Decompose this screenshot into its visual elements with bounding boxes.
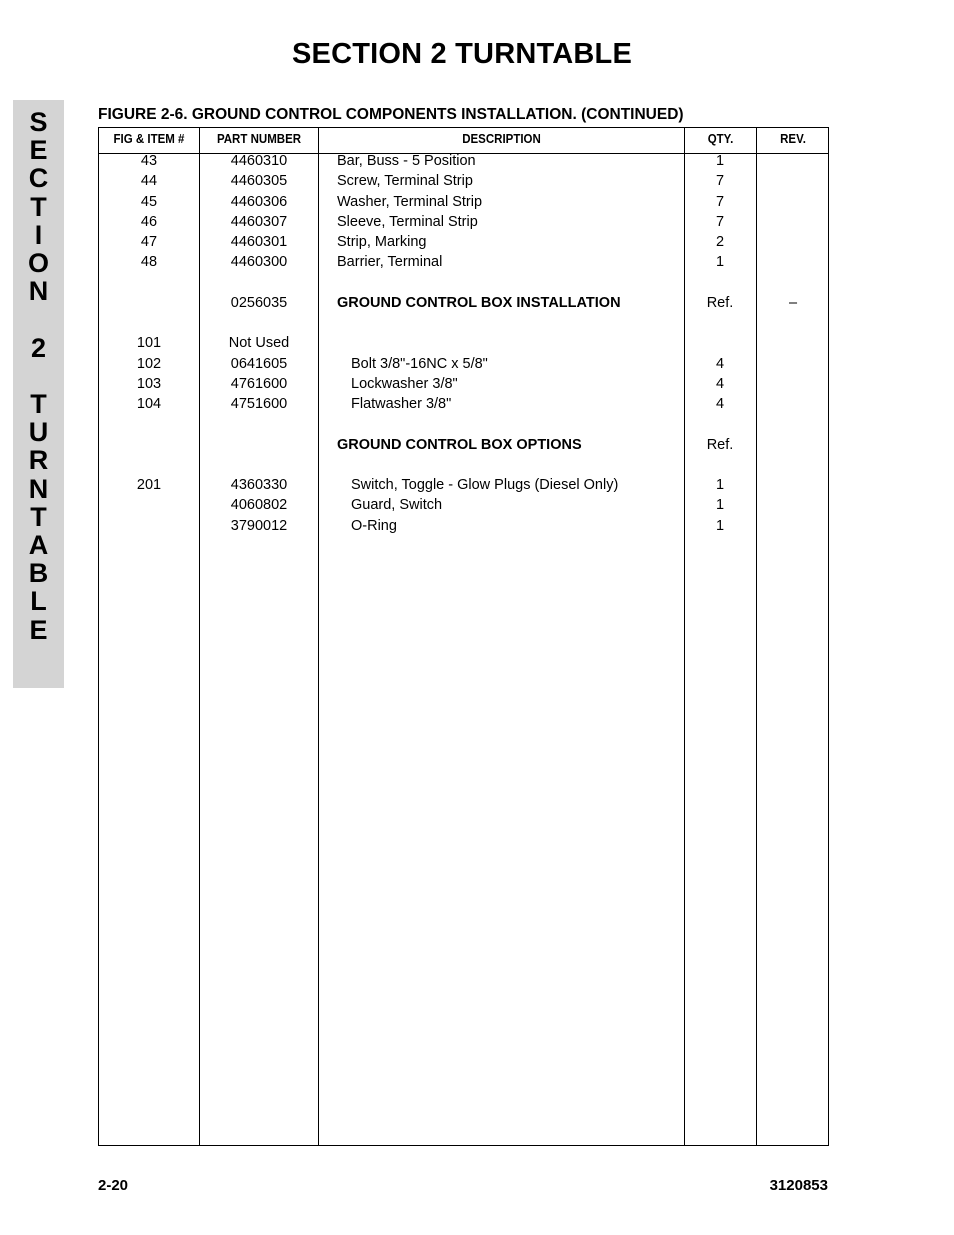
table-row bbox=[99, 313, 830, 333]
cell-fig-item: 46 bbox=[140, 213, 158, 230]
side-tab-letter: T bbox=[30, 501, 47, 532]
side-tab-letter: L bbox=[30, 586, 47, 617]
table-row bbox=[99, 374, 830, 394]
cell-qty: 7 bbox=[715, 213, 725, 230]
cell-description: GROUND CONTROL BOX INSTALLATION bbox=[337, 294, 621, 311]
cell-qty: 1 bbox=[715, 477, 725, 493]
cell-qty: 1 bbox=[715, 254, 725, 271]
cell-part-number: 4460301 bbox=[230, 234, 288, 250]
cell-fig-item: 101 bbox=[136, 335, 162, 352]
cell-description: Guard, Switch bbox=[351, 497, 443, 514]
table-row bbox=[99, 475, 830, 495]
table-row bbox=[99, 354, 830, 374]
table-row bbox=[99, 151, 830, 171]
table-row bbox=[99, 293, 830, 313]
side-tab-letter: T bbox=[30, 191, 47, 222]
cell-fig-item: 48 bbox=[140, 254, 158, 271]
side-tab-letter: E bbox=[29, 135, 48, 166]
cell-part-number: 0256035 bbox=[230, 294, 288, 311]
side-tab-letter: I bbox=[34, 219, 43, 250]
cell-fig-item: 103 bbox=[136, 375, 162, 392]
cell-description: Bolt 3/8"-16NC x 5/8" bbox=[351, 355, 488, 372]
cell-part-number: 4460305 bbox=[230, 173, 288, 190]
cell-description: Sleeve, Terminal Strip bbox=[337, 213, 478, 230]
cell-part-number: 0641605 bbox=[230, 355, 288, 372]
cell-description: Switch, Toggle - Glow Plugs (Diesel Only) bbox=[351, 477, 619, 493]
table-row bbox=[99, 333, 830, 353]
side-tab-letter: U bbox=[28, 417, 49, 448]
cell-fig-item: 43 bbox=[140, 153, 158, 169]
cell-part-number: 4460307 bbox=[230, 213, 288, 230]
cell-part-number: 4460306 bbox=[230, 193, 288, 210]
side-tab-letter: S bbox=[29, 107, 48, 137]
cell-qty: 2 bbox=[715, 234, 725, 250]
cell-qty: 7 bbox=[715, 173, 725, 190]
table-row bbox=[99, 252, 830, 272]
cell-part-number: 4761600 bbox=[230, 375, 288, 392]
cell-part-number: 4751600 bbox=[230, 396, 288, 412]
header-description: DESCRIPTION bbox=[462, 132, 541, 146]
cell-part-number: 4460300 bbox=[230, 254, 288, 271]
section-title: SECTION 2 TURNTABLE bbox=[292, 38, 632, 70]
cell-description: Flatwasher 3/8" bbox=[351, 396, 452, 412]
figure-title: FIGURE 2-6. GROUND CONTROL COMPONENTS INSTALLATION. (CONTINUED) bbox=[98, 106, 684, 123]
cell-qty: 4 bbox=[715, 375, 725, 392]
table-row bbox=[99, 212, 830, 232]
cell-qty: Ref. bbox=[706, 436, 734, 453]
cell-part-number: Not Used bbox=[228, 335, 290, 352]
side-tab-letter: B bbox=[28, 558, 49, 589]
cell-description: Strip, Marking bbox=[337, 234, 427, 250]
cell-qty: 4 bbox=[715, 355, 725, 372]
cell-description: GROUND CONTROL BOX OPTIONS bbox=[337, 436, 582, 453]
cell-description: Barrier, Terminal bbox=[337, 254, 443, 271]
cell-description: O-Ring bbox=[351, 517, 397, 534]
side-tab-letter: E bbox=[29, 614, 48, 645]
cell-part-number: 4060802 bbox=[230, 497, 288, 514]
table-row bbox=[99, 455, 830, 475]
side-tab-letter: C bbox=[28, 163, 49, 194]
table-row bbox=[99, 435, 830, 455]
cell-part-number: 4460310 bbox=[230, 153, 288, 169]
cell-fig-item: 104 bbox=[136, 396, 162, 412]
table-row bbox=[99, 171, 830, 191]
side-tab-letter: 2 bbox=[30, 332, 47, 363]
cell-qty: 1 bbox=[715, 497, 725, 514]
table-row bbox=[99, 192, 830, 212]
side-tab-letter: T bbox=[30, 389, 47, 419]
cell-part-number: 4360330 bbox=[230, 477, 288, 493]
table-row bbox=[99, 273, 830, 293]
cell-qty: 4 bbox=[715, 396, 725, 412]
cell-description: Bar, Buss - 5 Position bbox=[337, 153, 476, 169]
cell-fig-item: 201 bbox=[136, 477, 162, 493]
side-tab-letter: N bbox=[28, 473, 49, 504]
cell-description: Screw, Terminal Strip bbox=[337, 173, 473, 190]
document-number: 3120853 bbox=[769, 1177, 828, 1194]
header-part-number: PART NUMBER bbox=[216, 132, 302, 146]
cell-fig-item: 45 bbox=[140, 193, 158, 210]
header-qty: QTY. bbox=[707, 132, 734, 146]
cell-description: Lockwasher 3/8" bbox=[351, 375, 458, 392]
side-tab-letter: A bbox=[28, 530, 49, 560]
table-row bbox=[99, 232, 830, 252]
cell-qty: 1 bbox=[715, 153, 725, 169]
cell-fig-item: 47 bbox=[140, 234, 158, 250]
side-tab-letter: R bbox=[28, 445, 49, 476]
cell-part-number: 3790012 bbox=[230, 517, 288, 534]
side-tab-letter: O bbox=[27, 248, 49, 278]
table-row bbox=[99, 394, 830, 414]
cell-description: Washer, Terminal Strip bbox=[337, 193, 483, 210]
cell-qty: Ref. bbox=[706, 294, 734, 311]
table-row bbox=[99, 516, 830, 536]
header-rev: REV. bbox=[780, 132, 806, 146]
header-fig-item: FIG & ITEM # bbox=[113, 132, 185, 146]
table-row bbox=[99, 414, 830, 434]
cell-fig-item: 44 bbox=[140, 173, 158, 190]
cell-qty: 1 bbox=[715, 517, 725, 534]
table-row bbox=[99, 495, 830, 515]
cell-fig-item: 102 bbox=[136, 355, 162, 372]
section-side-tab bbox=[13, 100, 64, 688]
cell-qty: 7 bbox=[715, 193, 725, 210]
page-number: 2-20 bbox=[98, 1177, 129, 1194]
cell-rev: – bbox=[788, 294, 798, 311]
side-tab-letter: N bbox=[28, 276, 49, 307]
parts-table bbox=[98, 127, 829, 1146]
